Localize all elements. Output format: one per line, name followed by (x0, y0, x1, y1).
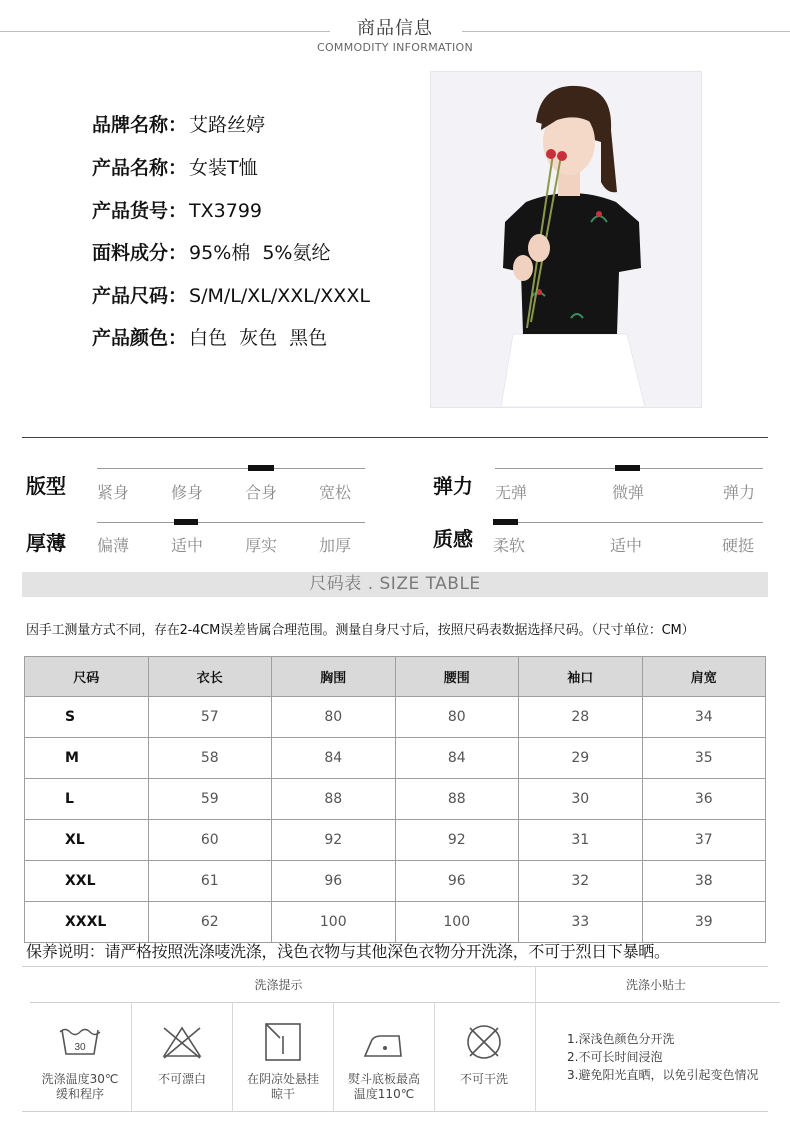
info-row-product-name (92, 153, 258, 180)
info-value: 白色 灰色 黑色 (189, 327, 328, 349)
washing-tips-underline (536, 1002, 780, 1003)
washing-tips-title: 洗涤小贴士 (625, 978, 686, 992)
table-cell: 33 (519, 902, 643, 943)
section-title: 商品信息 (357, 18, 433, 39)
info-row-colors (92, 323, 327, 350)
table-cell: XXXL (25, 902, 149, 943)
scale-title-fit: 版型 (26, 474, 66, 498)
caption-line: 熨斗底板最高 (347, 1072, 420, 1086)
washing-title: 洗涤提示 (254, 978, 303, 992)
scale-option: 适中 (171, 536, 204, 555)
scale-option: 硬挺 (722, 536, 755, 555)
scale-option: 宽松 (319, 483, 352, 502)
care-note: 保养说明：请严格按照洗涤唛洗涤，浅色衣物与其他深色衣物分开洗涤，不可于烈日下暴晒。 (26, 942, 670, 961)
no-bleach-icon (152, 1020, 212, 1064)
table-cell: 92 (272, 820, 396, 861)
caption-line: 不可干洗 (459, 1072, 508, 1086)
scale-option: 偏薄 (97, 536, 130, 555)
table-cell: 39 (642, 902, 766, 943)
scale-marker-texture (493, 519, 518, 525)
scale-marker-elasticity (615, 465, 640, 471)
scale-marker-thickness (174, 519, 198, 525)
table-cell: 80 (272, 697, 396, 738)
table-cell: 100 (272, 902, 396, 943)
info-label: 产品名称： (92, 157, 188, 179)
model-photo (430, 71, 702, 408)
info-value: 女装T恤 (189, 157, 258, 179)
caption-line: 晾干 (270, 1087, 295, 1101)
table-cell: 32 (519, 861, 643, 902)
info-label: 面料成分： (92, 242, 188, 264)
table-cell: 96 (395, 861, 519, 902)
icon-cell-divider (434, 1002, 435, 1111)
no-bleach-caption (132, 1072, 232, 1087)
icon-cell-divider (131, 1002, 132, 1111)
table-cell: M (25, 738, 149, 779)
section-divider (22, 437, 768, 438)
scale-marker-fit (248, 465, 274, 471)
table-cell: 84 (395, 738, 519, 779)
table-cell: 36 (642, 779, 766, 820)
line-dry-caption (233, 1072, 333, 1102)
care-box-bottom (22, 1111, 768, 1112)
care-box-border (22, 966, 768, 967)
table-row (25, 902, 766, 943)
info-row-sizes (92, 281, 370, 308)
table-row (25, 779, 766, 820)
caption-line: 温度110℃ (353, 1087, 415, 1101)
table-cell: 88 (272, 779, 396, 820)
column-header: 衣长 (148, 657, 272, 697)
column-header: 袖口 (519, 657, 643, 697)
table-cell: 28 (519, 697, 643, 738)
table-cell: XL (25, 820, 149, 861)
info-value: S/M/L/XL/XXL/XXXL (189, 285, 370, 307)
table-cell: 92 (395, 820, 519, 861)
tip-item: 1.深浅色颜色分开洗 (567, 1032, 675, 1046)
scale-title-thickness: 厚薄 (26, 531, 66, 555)
table-cell: 60 (148, 820, 272, 861)
scale-option: 厚实 (245, 536, 278, 555)
line-dry-shade-icon (252, 1020, 312, 1064)
table-cell: 96 (272, 861, 396, 902)
iron-caption (334, 1072, 434, 1102)
info-row-brand (92, 110, 265, 137)
table-cell: 88 (395, 779, 519, 820)
info-label: 品牌名称： (92, 114, 188, 136)
caption-line: 不可漂白 (157, 1072, 206, 1086)
tip-item: 2.不可长时间浸泡 (567, 1050, 663, 1064)
scale-option: 适中 (610, 536, 643, 555)
wash-30-icon (50, 1020, 110, 1064)
scale-line-fit (97, 468, 365, 469)
info-value: TX3799 (189, 200, 262, 222)
scale-line-texture (495, 522, 763, 523)
column-header: 腰围 (395, 657, 519, 697)
scale-option: 微弹 (612, 483, 645, 502)
size-notice: 因手工测量方式不同，存在2-4CM误差皆属合理范围。测量自身尺寸后，按照尺码表数据选择尺码。（尺寸单位：CM） (26, 623, 695, 638)
scale-option: 无弹 (495, 483, 528, 502)
washing-tips-list (567, 1030, 758, 1084)
info-row-material (92, 238, 330, 265)
size-table (24, 656, 766, 943)
table-cell: XXL (25, 861, 149, 902)
table-cell: 37 (642, 820, 766, 861)
scale-option: 紧身 (97, 483, 130, 502)
wash-temperature-number: 30 (74, 1042, 86, 1053)
column-header: 肩宽 (642, 657, 766, 697)
no-dry-clean-icon (454, 1020, 514, 1064)
column-header: 尺码 (25, 657, 149, 697)
table-cell: 31 (519, 820, 643, 861)
scale-title-elasticity: 弹力 (433, 474, 473, 498)
table-cell: 100 (395, 902, 519, 943)
table-cell: 62 (148, 902, 272, 943)
table-header-row (25, 657, 766, 697)
table-cell: L (25, 779, 149, 820)
table-cell: 38 (642, 861, 766, 902)
table-cell: 84 (272, 738, 396, 779)
caption-line: 洗涤温度30℃ (41, 1072, 119, 1086)
table-row (25, 738, 766, 779)
info-value: 艾路丝婷 (189, 114, 266, 136)
table-cell: 35 (642, 738, 766, 779)
info-label: 产品货号： (92, 200, 188, 222)
scale-option: 加厚 (319, 536, 352, 555)
info-label: 产品尺码： (92, 285, 188, 307)
scale-title-texture: 质感 (433, 527, 473, 551)
section-subtitle: COMMODITY INFORMATION (316, 41, 474, 54)
table-cell: 57 (148, 697, 272, 738)
table-cell: 58 (148, 738, 272, 779)
table-cell: 61 (148, 861, 272, 902)
scale-option: 修身 (171, 483, 204, 502)
table-row (25, 861, 766, 902)
table-cell: 30 (519, 779, 643, 820)
table-cell: 29 (519, 738, 643, 779)
info-value: 95%棉 5%氨纶 (189, 242, 331, 264)
wash-30-caption (30, 1072, 130, 1102)
caption-line: 在阴凉处悬挂 (246, 1072, 319, 1086)
scale-option: 弹力 (723, 483, 756, 502)
size-table-banner: 尺码表 . SIZE TABLE (22, 572, 768, 597)
table-cell: 34 (642, 697, 766, 738)
info-label: 产品颜色： (92, 327, 188, 349)
table-cell: 80 (395, 697, 519, 738)
scale-option: 合身 (245, 483, 278, 502)
scale-line-thickness (97, 522, 365, 523)
caption-line: 缓和程序 (55, 1087, 104, 1101)
tip-item: 3.避免阳光直晒，以免引起变色情况 (567, 1068, 759, 1082)
no-dry-clean-caption (434, 1072, 534, 1087)
table-cell: 59 (148, 779, 272, 820)
table-row (25, 820, 766, 861)
table-cell: S (25, 697, 149, 738)
washing-title-underline (30, 1002, 535, 1003)
scale-option: 柔软 (493, 536, 526, 555)
info-row-sku (92, 196, 262, 223)
column-header: 胸围 (272, 657, 396, 697)
iron-low-icon (353, 1020, 413, 1064)
table-row (25, 697, 766, 738)
